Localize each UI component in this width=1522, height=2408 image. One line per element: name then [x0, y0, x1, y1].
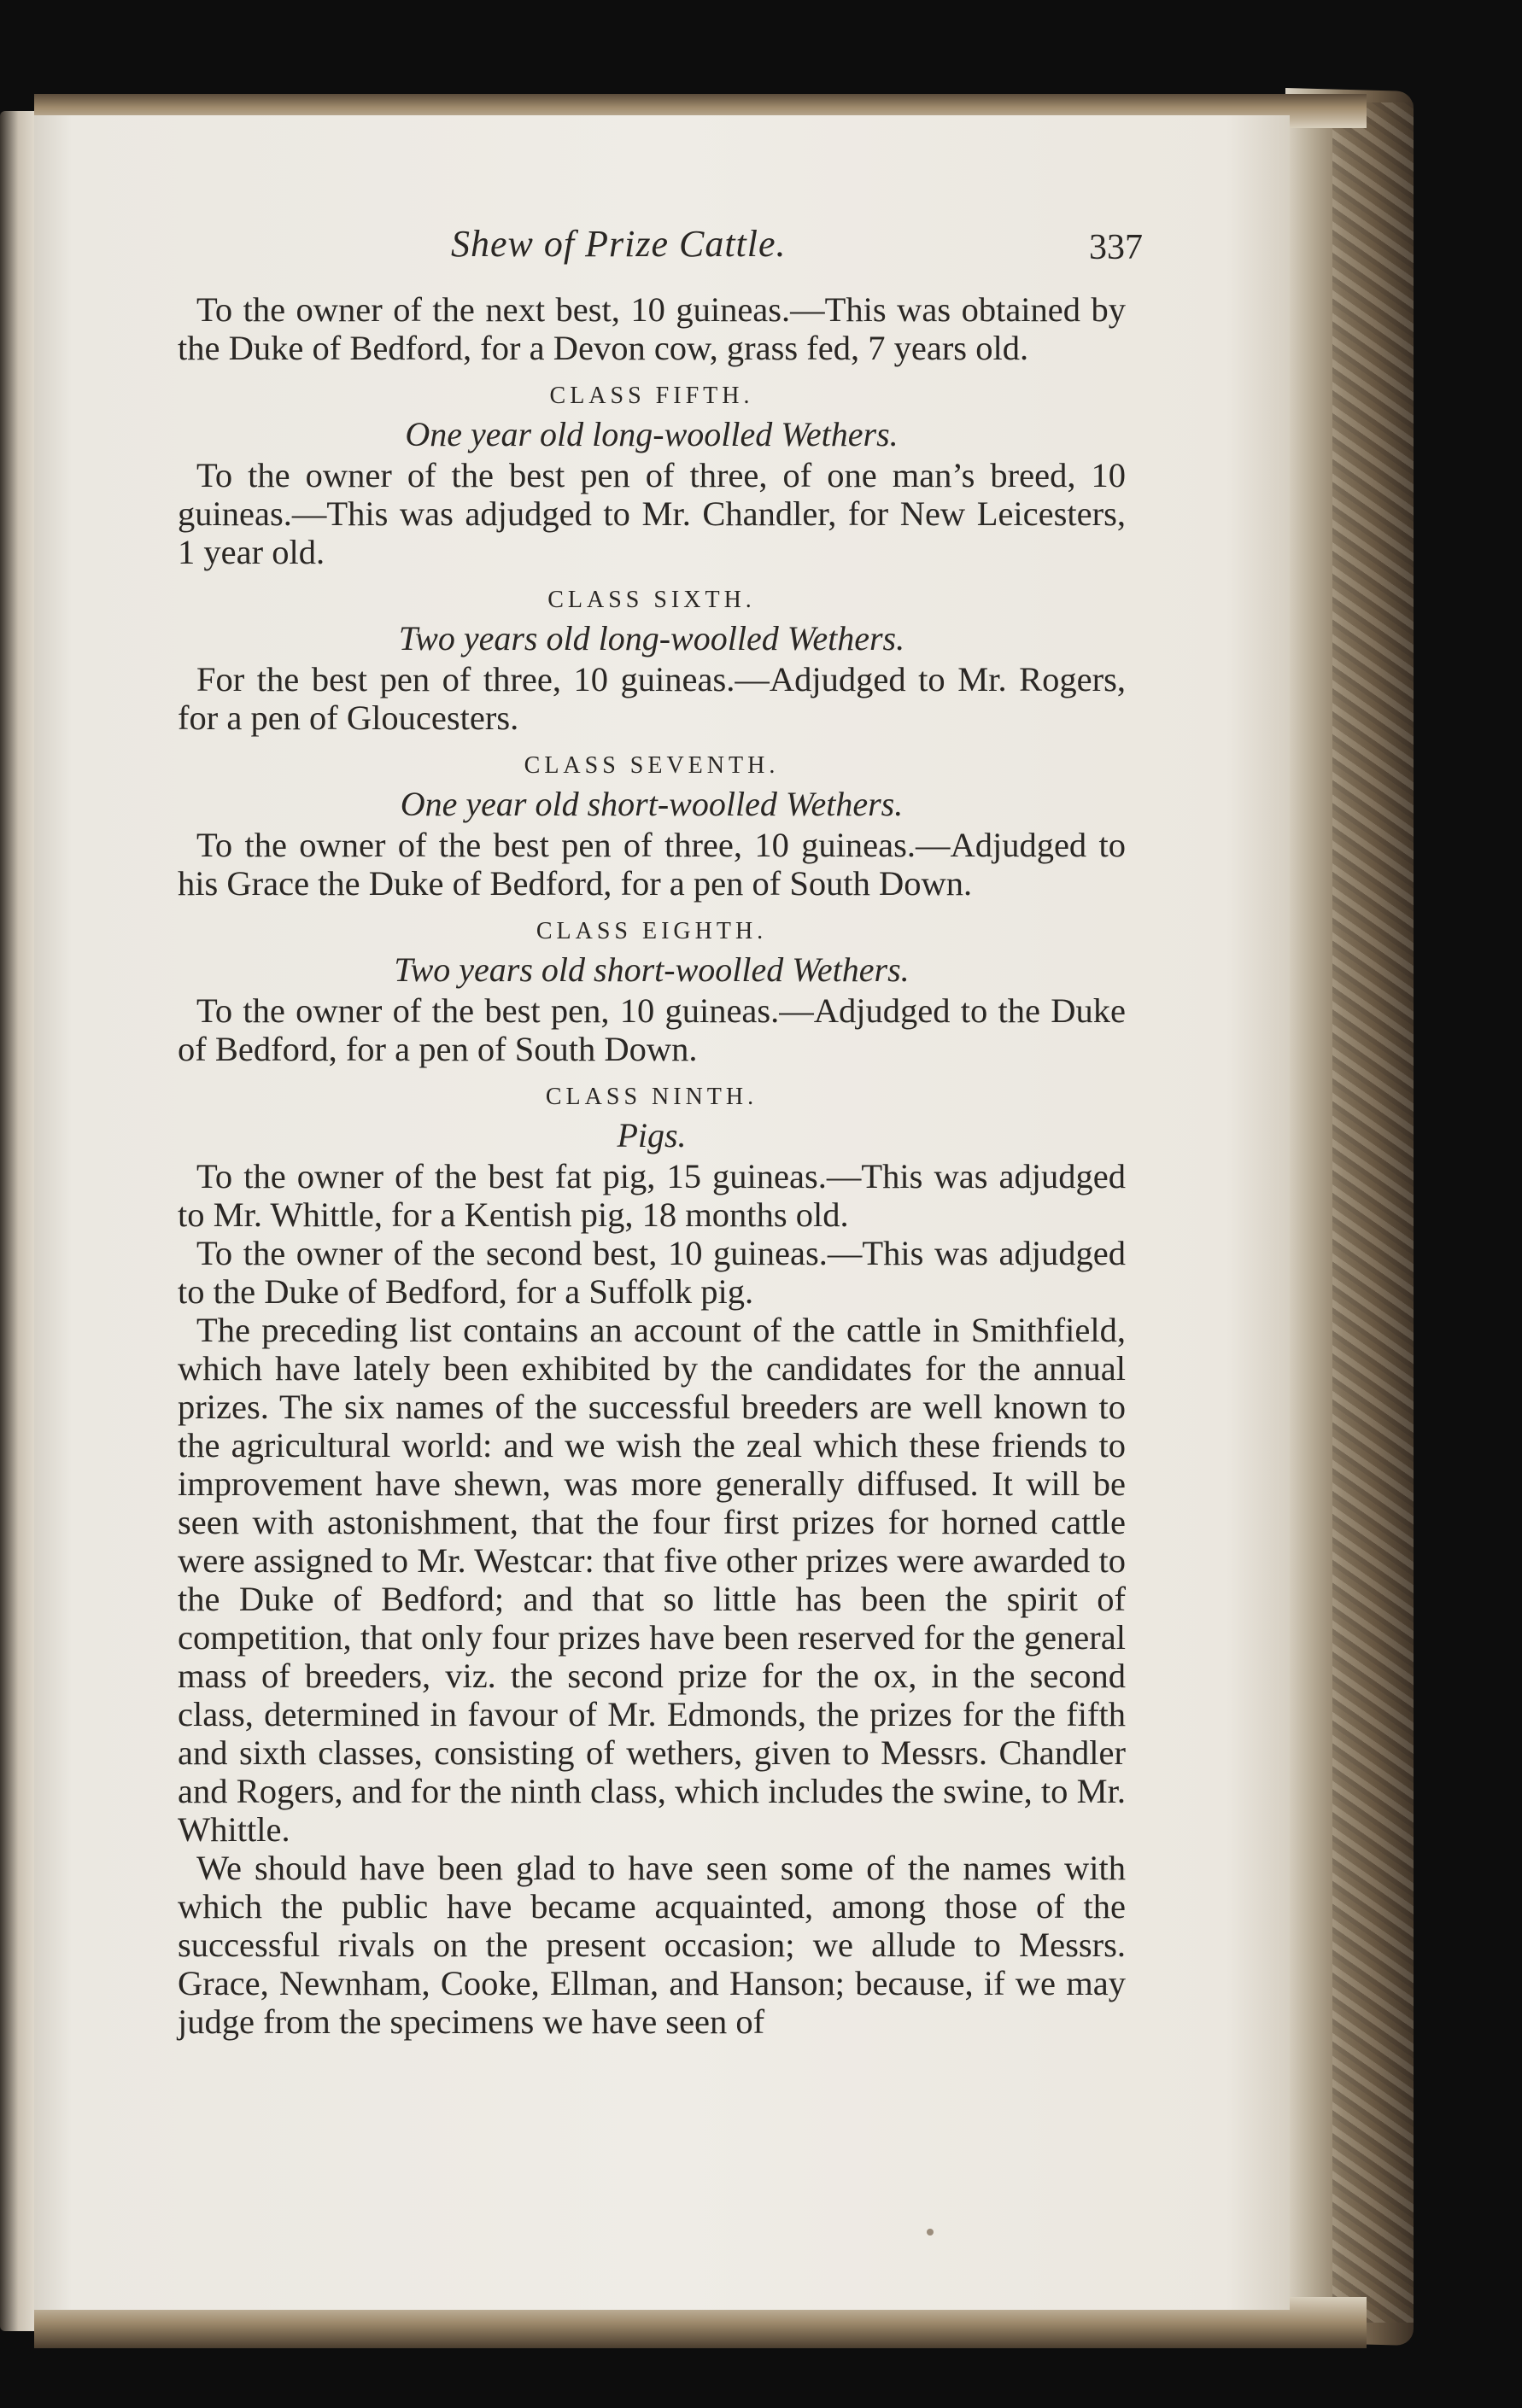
- paragraph: To the owner of the best pen, 10 guineas.—Adjudged to the Duke of Bedford, for a pen of South Down.: [178, 991, 1126, 1068]
- paragraph: To the owner of the best pen of three, 10 guineas.—Adjudged to his Grace the Duke of Bedford, for a pen of South Down.: [178, 826, 1126, 903]
- class-subtitle: Two years old short-woolled Wethers.: [394, 950, 910, 989]
- class-subtitle: One year old short-woolled Wethers.: [400, 785, 904, 823]
- paragraph: To the owner of the best fat pig, 15 guineas.—This was adjudged to Mr. Whittle, for a Kentish pig, 18 months old.: [178, 1157, 1126, 1234]
- body-text: [178, 290, 1126, 2041]
- running-title: Shew of Prize Cattle.: [451, 223, 787, 265]
- class-heading: CLASS NINTH.: [545, 1084, 758, 1110]
- paragraph: To the owner of the best pen of three, of one man’s breed, 10 guineas.—This was adjudged to Mr. Chandler, for New Leicesters, 1 year old.: [178, 456, 1126, 571]
- class-heading: CLASS SEVENTH.: [524, 752, 780, 779]
- paragraph: The preceding list contains an account of the cattle in Smithfield, which have lately been exhibited by the candidates for the annual prizes. The six names of the successful breeders are well known to the agricultural world: and we wish the zeal which these friends to improvement have shewn, was more generally diffused. It will be seen with astonishment, that the four first prizes for horned cattle were assigned to Mr. Westcar: that five other prizes were awarded to the Duke of Bedford; and that so little has been the spirit of competition, that only four prizes have been reserved for the general mass of breeders, viz. the second prize for the ox, in the second class, determined in favour of Mr. Edmonds, the prizes for the fifth and sixth classes, consisting of wethers, given to Messrs. Chandler and Rogers, and for the ninth class, which includes the swine, to Mr. Whittle.: [178, 1311, 1126, 1849]
- marbled-endpaper: [1332, 102, 1414, 2323]
- paragraph: For the best pen of three, 10 guineas.—Adjudged to Mr. Rogers, for a pen of Gloucesters.: [178, 660, 1126, 737]
- page-number: 337: [1089, 228, 1143, 267]
- class-heading: CLASS EIGHTH.: [536, 918, 768, 944]
- page-text: [178, 222, 1143, 2041]
- running-head: [178, 222, 1143, 290]
- class-heading: CLASS SIXTH.: [547, 587, 756, 613]
- class-heading: CLASS FIFTH.: [549, 383, 754, 409]
- paragraph: To the owner of the next best, 10 guineas.—This was obtained by the Duke of Bedford, for a Devon cow, grass fed, 7 years old.: [178, 290, 1126, 367]
- paragraph: To the owner of the second best, 10 guineas.—This was adjudged to the Duke of Bedford, for a Suffolk pig.: [178, 1234, 1126, 1311]
- paragraph: We should have been glad to have seen some of the names with which the public have became acquainted, among those of the successful rivals on the present occasion; we allude to Messrs. Grace, Newnham, Cooke, Ellman, and Hanson; because, if we may judge from the specimens we have seen of: [178, 1849, 1126, 2041]
- class-subtitle: Two years old long-woolled Wethers.: [398, 619, 905, 658]
- class-subtitle: Pigs.: [617, 1116, 687, 1154]
- paper-stain: [927, 2229, 934, 2236]
- class-subtitle: One year old long-woolled Wethers.: [405, 415, 899, 453]
